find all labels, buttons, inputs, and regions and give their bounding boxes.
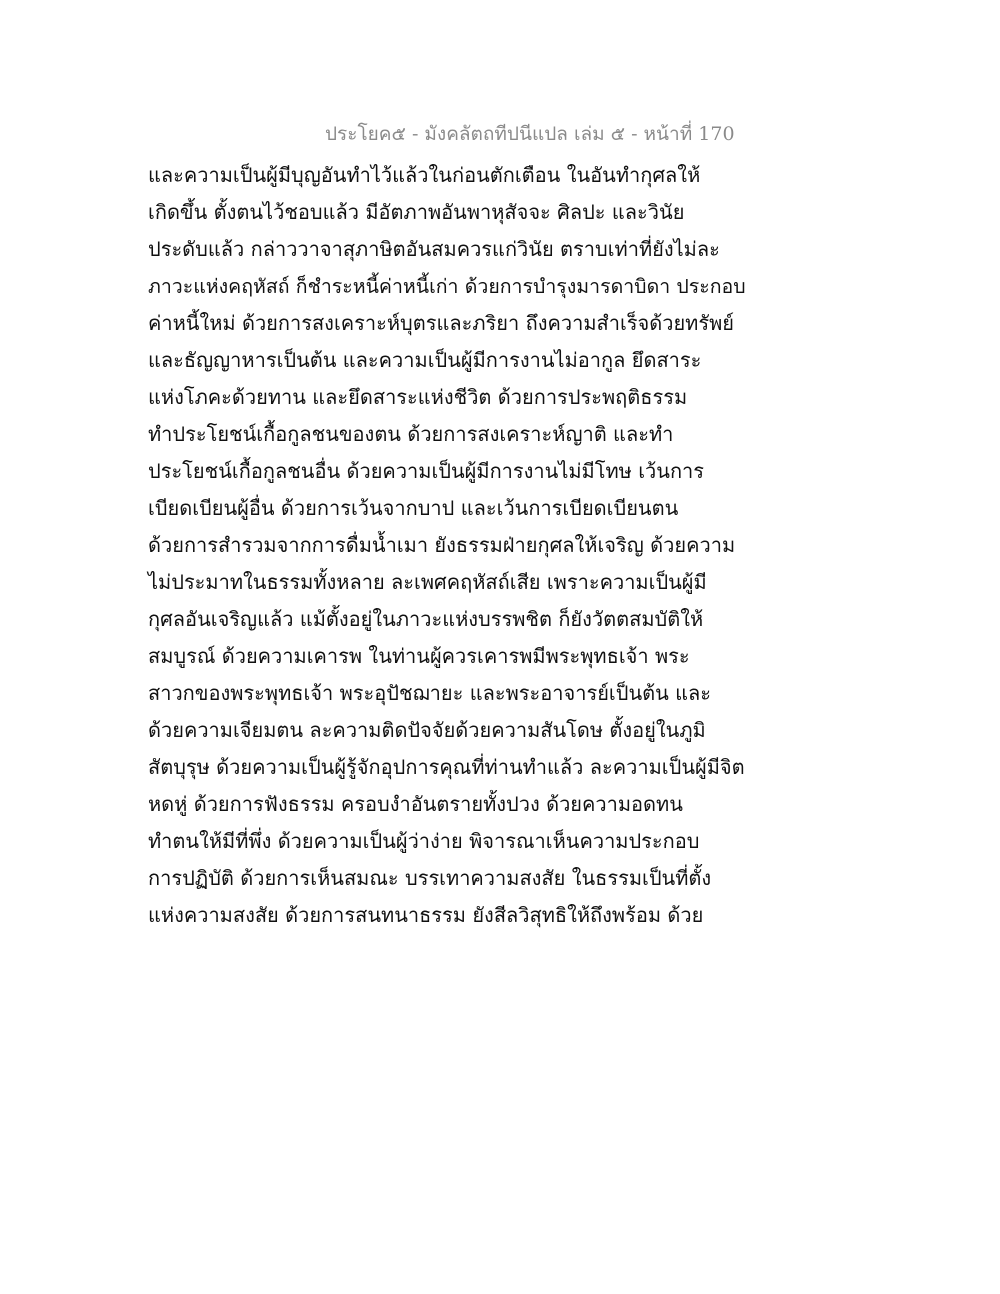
text-line: เกิดขึ้น ตั้งตนไว้ชอบแล้ว มีอัตภาพอันพาหุสัจจะ ศิลปะ และวินัย	[148, 200, 685, 224]
text-line: ทำตนให้มีที่พึ่ง ด้วยความเป็นผู้ว่าง่าย พิจารณาเห็นความประกอบ	[148, 829, 700, 853]
text-line: ประดับแล้ว กล่าววาจาสุภาษิตอันสมควรแก่วินัย ตราบเท่าที่ยังไม่ละ	[148, 237, 720, 261]
text-line: แห่งความสงสัย ด้วยการสนทนาธรรม ยังสีลวิสุทธิให้ถึงพร้อม ด้วย	[148, 903, 704, 927]
page-header: ประโยค๕ - มังคลัตถทีปนีแปล เล่ม ๕ - หน้าที่ 170	[325, 123, 735, 145]
text-line: ค่าหนี้ใหม่ ด้วยการสงเคราะห์บุตรและภริยา ถึงความสำเร็จด้วยทรัพย์	[148, 311, 735, 335]
text-line: ไม่ประมาทในธรรมทั้งหลาย ละเพศคฤหัสถ์เสีย เพราะความเป็นผู้มี	[148, 570, 707, 594]
text-line: ด้วยความเจียมตน ละความติดปัจจัยด้วยความสันโดษ ตั้งอยู่ในภูมิ	[148, 718, 706, 742]
text-line: ประโยชน์เกื้อกูลชนอื่น ด้วยความเป็นผู้มีการงานไม่มีโทษ เว้นการ	[148, 459, 705, 483]
text-line: แห่งโภคะด้วยทาน และยึดสาระแห่งชีวิต ด้วยการประพฤติธรรม	[148, 385, 688, 409]
text-line: ด้วยการสำรวมจากการดื่มน้ำเมา ยังธรรมฝ่ายกุศลให้เจริญ ด้วยความ	[148, 533, 736, 557]
text-line: สัตบุรุษ ด้วยความเป็นผู้รู้จักอุปการคุณที่ท่านทำแล้ว ละความเป็นผู้มีจิต	[148, 755, 745, 779]
text-line: ภาวะแห่งคฤหัสถ์ ก็ชำระหนี้ค่าหนี้เก่า ด้วยการบำรุงมารดาบิดา ประกอบ	[148, 275, 746, 298]
text-line: การปฏิบัติ ด้วยการเห็นสมณะ บรรเทาความสงสัย ในธรรมเป็นที่ตั้ง	[148, 866, 712, 890]
text-line: ทำประโยชน์เกื้อกูลชนของตน ด้วยการสงเคราะห์ญาติ และทำ	[148, 422, 674, 446]
text-line: และความเป็นผู้มีบุญอันทำไว้แล้วในก่อนตักเตือน ในอันทำกุศลให้	[148, 163, 701, 187]
text-line: และธัญญาหารเป็นต้น และความเป็นผู้มีการงานไม่อากูล ยึดสาระ	[148, 348, 702, 372]
text-line: หดหู่ ด้วยการฟังธรรม ครอบงำอันตรายทั้งปวง ด้วยความอดทน	[148, 792, 683, 816]
body-text	[148, 157, 748, 934]
text-line: สมบูรณ์ ด้วยความเคารพ ในท่านผู้ควรเคารพมีพระพุทธเจ้า พระ	[148, 644, 690, 668]
text-line: กุศลอันเจริญแล้ว แม้ตั้งอยู่ในภาวะแห่งบรรพชิต ก็ยังวัตตสมบัติให้	[148, 607, 704, 631]
text-line: เบียดเบียนผู้อื่น ด้วยการเว้นจากบาป และเว้นการเบียดเบียนตน	[148, 496, 679, 520]
text-line: สาวกของพระพุทธเจ้า พระอุปัชฌายะ และพระอาจารย์เป็นต้น และ	[148, 681, 712, 705]
